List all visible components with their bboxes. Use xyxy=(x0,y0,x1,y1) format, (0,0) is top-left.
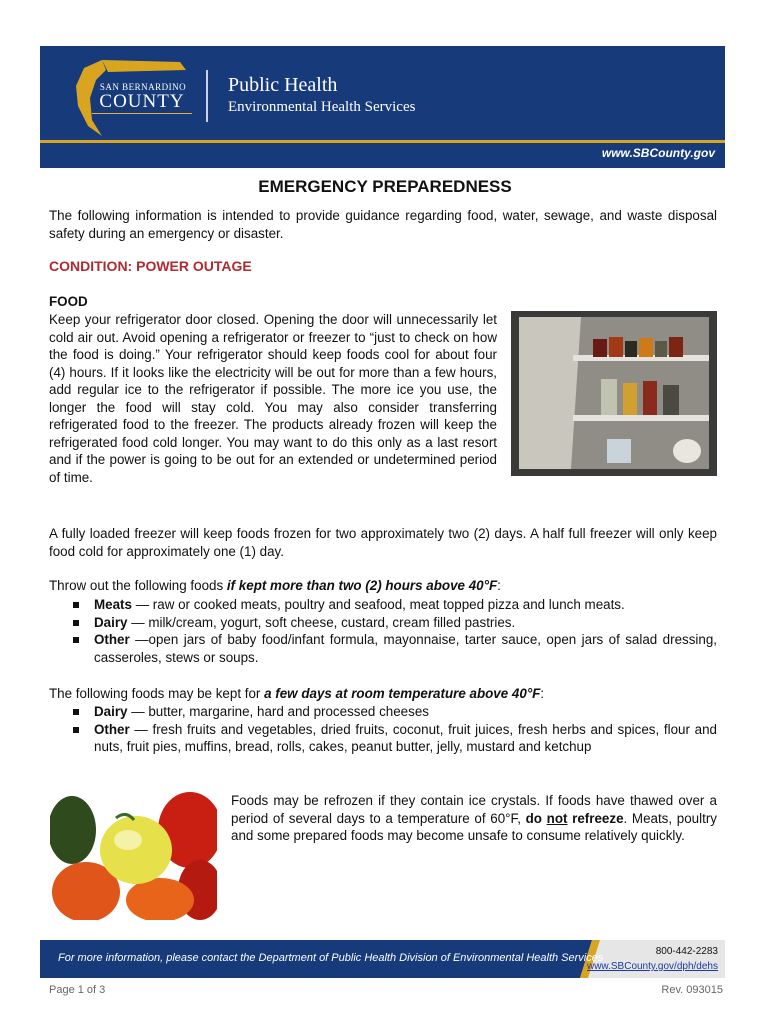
page-number: Page 1 of 3 xyxy=(49,984,106,996)
revision-label: Rev. 093015 xyxy=(661,984,723,996)
list-item xyxy=(73,703,717,721)
food-paragraph: Keep your refrigerator door closed. Opening the door will unnecessarily let cold air out. Avoid opening a refrigerator or freezer to “just to check on how the food is doing.” Your refrigerator should keep foods cool for about four (4) hours. If it looks like the electricity will be out for more than a few hours, add regular ice to the refrigerator if possible. The more ice you use, the longer the food will stay cold. You may also consider transferring refrigerated food to the freezer. The products already frozen will keep the refrigerated food cold longer. You may want to do this only as a last resort and if the power is going to be out for an extended or undetermined period of time. xyxy=(49,312,497,485)
list-item-text: —open jars of baby food/infant formula, mayonnaise, tarter sauce, open jars of salad dressing, casseroles, stews or soups. xyxy=(94,632,717,665)
refreeze-do: do xyxy=(525,810,547,826)
logo-bottom-text: COUNTY xyxy=(99,91,185,112)
list-item-label: Other xyxy=(94,632,130,647)
freezer-paragraph: A fully loaded freezer will keep foods frozen for two approximately two (2) days. A half full freezer will only keep food cold for approximately one (1) day. xyxy=(49,526,717,559)
keep-prefix: The following foods may be kept for xyxy=(49,686,265,701)
header-title: Public Health xyxy=(228,74,338,96)
condition-heading: CONDITION: POWER OUTAGE xyxy=(49,258,252,274)
refreeze-not: not xyxy=(546,810,568,826)
list-item-text: — fresh fruits and vegetables, dried fruits, coconut, fruit juices, fresh herbs and spices, flour and nuts, fruit pies, muffins, bread, rolls, cakes, peanut butter, jelly, mustard and ketchup xyxy=(94,721,717,754)
keep-emphasis: a few days at room temperature above 40°F xyxy=(264,686,541,701)
list-item-text: — milk/cream, yogurt, soft cheese, custard, cream filled pastries. xyxy=(127,614,516,630)
header-divider xyxy=(206,70,208,122)
list-item-label: Other xyxy=(94,721,130,737)
logo-rule xyxy=(92,113,192,114)
throw-out-intro xyxy=(49,577,717,595)
list-item-text: — raw or cooked meats, poultry and seafood, meat topped pizza and lunch meats. xyxy=(131,597,625,612)
list-item xyxy=(73,721,717,756)
intro-paragraph: The following information is intended to provide guidance regarding food, water, sewage, and waste disposal safety during an emergency or disaster. xyxy=(49,208,717,241)
refreeze-word: refreeze xyxy=(567,810,624,826)
food-heading: FOOD xyxy=(49,294,88,309)
keep-intro xyxy=(49,685,717,703)
footer-website-link[interactable]: www.SBCounty.gov/dph/dehs xyxy=(586,961,718,972)
throw-suffix: : xyxy=(497,578,501,593)
throw-prefix: Throw out the following foods xyxy=(49,578,227,593)
keep-list xyxy=(73,703,717,756)
logo-top-text: SAN BERNARDINO xyxy=(99,82,187,92)
header-subtitle: Environmental Health Services xyxy=(228,99,416,115)
page-title: EMERGENCY PREPAREDNESS xyxy=(258,177,512,196)
list-item xyxy=(73,631,717,666)
refreeze-text-c: . Meats, poultry and some prepared foods may become unsafe to consume relatively quickly. xyxy=(231,810,717,843)
refreeze-text-a: Foods may be refrozen if they contain ice crystals. If foods have thawed over a period of several days to a temperature of 60°F, xyxy=(231,793,717,826)
footer-phone: 800-442-2283 xyxy=(655,946,718,957)
food-section xyxy=(49,311,717,486)
refrigerator-photo xyxy=(511,311,717,476)
footer-contact-text: For more information, please contact the Department of Public Health Division of Environmental Health Services xyxy=(58,952,604,964)
header-banner xyxy=(40,46,725,168)
throw-emphasis: if kept more than two (2) hours above 40°F xyxy=(226,578,498,593)
list-item xyxy=(73,596,717,614)
list-item-label: Dairy xyxy=(94,614,128,630)
county-logo xyxy=(62,58,192,136)
throw-out-list xyxy=(73,596,717,666)
refreeze-paragraph xyxy=(231,792,717,845)
list-item-label: Meats xyxy=(94,597,132,612)
list-item-label: Dairy xyxy=(94,704,128,719)
keep-suffix: : xyxy=(540,686,545,701)
list-item xyxy=(73,614,717,632)
vegetables-photo xyxy=(50,790,217,920)
list-item-text: — butter, margarine, hard and processed cheeses xyxy=(127,704,429,719)
header-gold-rule xyxy=(40,140,725,143)
header-url-link[interactable]: www.SBCounty.gov xyxy=(601,146,715,160)
